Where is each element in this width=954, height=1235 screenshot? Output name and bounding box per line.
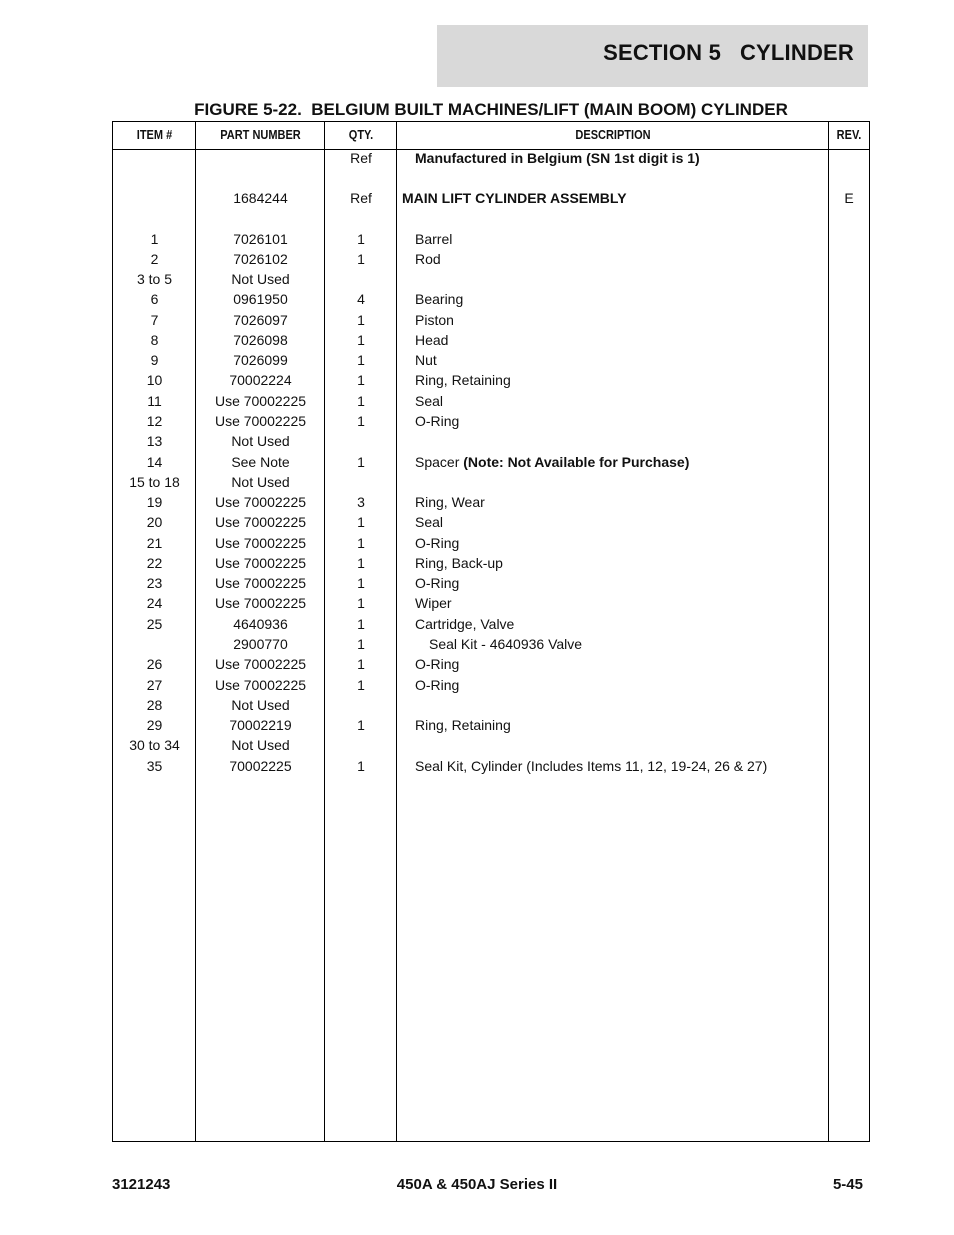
description-text: Seal Kit - 4640936 Valve <box>429 636 583 652</box>
quantity: 1 <box>357 352 365 368</box>
table-row <box>113 553 869 573</box>
quantity: 1 <box>357 454 365 470</box>
description-text: Ring, Back-up <box>415 555 503 571</box>
header-part-number: PART NUMBER <box>220 128 301 142</box>
footer-doc-number: 3121243 <box>112 1176 171 1193</box>
part-number: Use 70002225 <box>214 575 307 591</box>
part-number: Use 70002225 <box>214 494 307 510</box>
description-text: Cartridge, Valve <box>415 616 515 632</box>
part-number: Not Used <box>231 697 290 713</box>
description-text: Seal Kit, Cylinder (Includes Items 11, 12, 19-24, 26 & 27) <box>415 758 768 774</box>
table-row <box>113 735 869 755</box>
item-number: 22 <box>146 555 163 571</box>
description-bold-text: (Note: Not Available for Purchase) <box>463 454 690 470</box>
part-number: 70002225 <box>229 758 292 774</box>
quantity: 1 <box>357 656 365 672</box>
table-row <box>113 310 869 330</box>
part-number: See Note <box>231 454 290 470</box>
part-number: 2900770 <box>233 636 288 652</box>
description-text: Head <box>415 332 449 348</box>
section-header-box <box>437 25 868 87</box>
part-number: Not Used <box>231 737 290 753</box>
part-number: 4640936 <box>233 616 288 632</box>
description-bold-text: MAIN LIFT CYLINDER ASSEMBLY <box>402 190 627 206</box>
part-number: Not Used <box>231 433 290 449</box>
footer-page-number: 5-45 <box>832 1176 863 1193</box>
item-number: 1 <box>150 231 159 247</box>
item-number: 8 <box>150 332 159 348</box>
part-number: Use 70002225 <box>214 656 307 672</box>
description <box>415 715 825 735</box>
description <box>415 654 825 674</box>
item-number: 3 to 5 <box>136 271 173 287</box>
description-text: Ring, Wear <box>415 494 485 510</box>
revision: E <box>844 190 854 206</box>
part-number: 7026098 <box>233 332 288 348</box>
header-description: DESCRIPTION <box>575 128 651 142</box>
part-number: 7026102 <box>233 251 288 267</box>
parts-table <box>112 121 870 1142</box>
table-row <box>113 411 869 431</box>
description <box>415 249 825 269</box>
quantity: 1 <box>357 575 365 591</box>
description <box>415 452 825 472</box>
item-number: 20 <box>146 514 163 530</box>
description <box>415 391 825 411</box>
table-row <box>113 654 869 674</box>
header-rev: REV. <box>836 128 862 142</box>
quantity: 1 <box>357 717 365 733</box>
description-text: O-Ring <box>415 677 460 693</box>
item-number: 11 <box>147 393 162 409</box>
table-row <box>113 573 869 593</box>
description-text: Seal <box>415 514 444 530</box>
figure-title: FIGURE 5-22. BELGIUM BUILT MACHINES/LIFT (MAIN BOOM) CYLINDER <box>194 100 788 119</box>
quantity: 1 <box>357 332 365 348</box>
part-number: 7026101 <box>233 231 288 247</box>
quantity: 1 <box>357 312 365 328</box>
item-number: 13 <box>146 433 163 449</box>
description <box>402 188 812 208</box>
description <box>415 229 825 249</box>
description-text: Barrel <box>415 231 453 247</box>
quantity: 1 <box>357 616 365 632</box>
item-number: 21 <box>146 535 163 551</box>
part-number: Use 70002225 <box>214 413 307 429</box>
quantity: 1 <box>357 393 365 409</box>
quantity: Ref <box>350 190 372 206</box>
table-row <box>113 756 869 776</box>
quantity: 1 <box>357 514 365 530</box>
item-number: 24 <box>146 595 163 611</box>
table-row <box>113 330 869 350</box>
table-row <box>113 492 869 512</box>
table-row <box>113 614 869 634</box>
part-number: Use 70002225 <box>214 595 307 611</box>
description <box>415 411 825 431</box>
part-number: Use 70002225 <box>214 393 307 409</box>
part-number: Not Used <box>231 474 290 490</box>
description-text: Rod <box>415 251 441 267</box>
description <box>415 492 825 512</box>
description <box>415 148 825 168</box>
item-number: 9 <box>150 352 159 368</box>
table-row <box>113 715 869 735</box>
part-number: 70002224 <box>229 372 292 388</box>
table-row <box>113 695 869 715</box>
footer-model: 450A & 450AJ Series II <box>396 1176 558 1193</box>
table-row <box>113 229 869 249</box>
description-text: Piston <box>415 312 454 328</box>
item-number: 27 <box>146 677 163 693</box>
item-number: 2 <box>150 251 159 267</box>
part-number: Use 70002225 <box>214 677 307 693</box>
quantity: 1 <box>357 251 365 267</box>
description-text: O-Ring <box>415 413 460 429</box>
quantity: Ref <box>350 150 372 166</box>
item-number: 25 <box>146 616 163 632</box>
part-number: Use 70002225 <box>214 535 307 551</box>
quantity: 1 <box>357 758 365 774</box>
part-number: Not Used <box>231 271 290 287</box>
quantity: 1 <box>357 231 365 247</box>
description <box>415 350 825 370</box>
item-number: 28 <box>146 697 163 713</box>
description <box>429 634 839 654</box>
description <box>415 512 825 532</box>
item-number: 10 <box>146 372 163 388</box>
description-text: Ring, Retaining <box>415 372 511 388</box>
part-number: 0961950 <box>233 291 288 307</box>
item-number: 29 <box>146 717 163 733</box>
description-text: O-Ring <box>415 535 460 551</box>
description <box>415 330 825 350</box>
item-number: 12 <box>146 413 163 429</box>
quantity: 1 <box>357 595 365 611</box>
section-title: SECTION 5 CYLINDER <box>603 40 854 65</box>
item-number: 19 <box>146 494 163 510</box>
description <box>415 614 825 634</box>
quantity: 1 <box>357 636 365 652</box>
description-text: Seal <box>415 393 444 409</box>
item-number: 7 <box>150 312 159 328</box>
table-row <box>113 593 869 613</box>
table-row <box>113 431 869 451</box>
header-item: ITEM # <box>136 128 173 142</box>
table-row <box>113 512 869 532</box>
table-row <box>113 472 869 492</box>
table-row <box>113 370 869 390</box>
description <box>415 370 825 390</box>
item-number: 6 <box>150 291 159 307</box>
table-row <box>113 289 869 309</box>
item-number: 26 <box>146 656 163 672</box>
description <box>415 675 825 695</box>
description <box>415 553 825 573</box>
description-text: Bearing <box>415 291 464 307</box>
item-number: 35 <box>146 758 163 774</box>
description <box>415 310 825 330</box>
description <box>415 289 825 309</box>
item-number: 30 to 34 <box>129 737 180 753</box>
part-number: 7026099 <box>233 352 288 368</box>
quantity: 1 <box>357 677 365 693</box>
description <box>415 533 825 553</box>
table-row <box>113 249 869 269</box>
quantity: 1 <box>357 372 365 388</box>
table-row <box>113 452 869 472</box>
item-number: 15 to 18 <box>129 474 180 490</box>
table-row <box>113 675 869 695</box>
item-number: 14 <box>146 454 163 470</box>
description <box>415 593 825 613</box>
description-text: Spacer <box>415 454 464 470</box>
description-text: Wiper <box>415 595 452 611</box>
item-number: 23 <box>146 575 163 591</box>
quantity: 3 <box>357 494 365 510</box>
description-bold-text: Manufactured in Belgium (SN 1st digit is 1) <box>415 150 700 166</box>
quantity: 1 <box>357 535 365 551</box>
table-row <box>113 188 869 208</box>
quantity: 1 <box>357 555 365 571</box>
part-number: 1684244 <box>233 190 288 206</box>
table-row <box>113 269 869 289</box>
table-row <box>113 350 869 370</box>
part-number: Use 70002225 <box>214 514 307 530</box>
description-text: O-Ring <box>415 656 460 672</box>
description <box>415 573 825 593</box>
description-text: O-Ring <box>415 575 460 591</box>
part-number: 7026097 <box>233 312 288 328</box>
quantity: 4 <box>357 291 365 307</box>
header-qty: QTY. <box>348 128 374 142</box>
part-number: 70002219 <box>229 717 292 733</box>
table-row <box>113 533 869 553</box>
table-row <box>113 391 869 411</box>
quantity: 1 <box>357 413 365 429</box>
description-text: Nut <box>415 352 437 368</box>
description <box>415 756 825 776</box>
part-number: Use 70002225 <box>214 555 307 571</box>
description-text: Ring, Retaining <box>415 717 511 733</box>
table-row <box>113 148 869 168</box>
table-row <box>113 634 869 654</box>
